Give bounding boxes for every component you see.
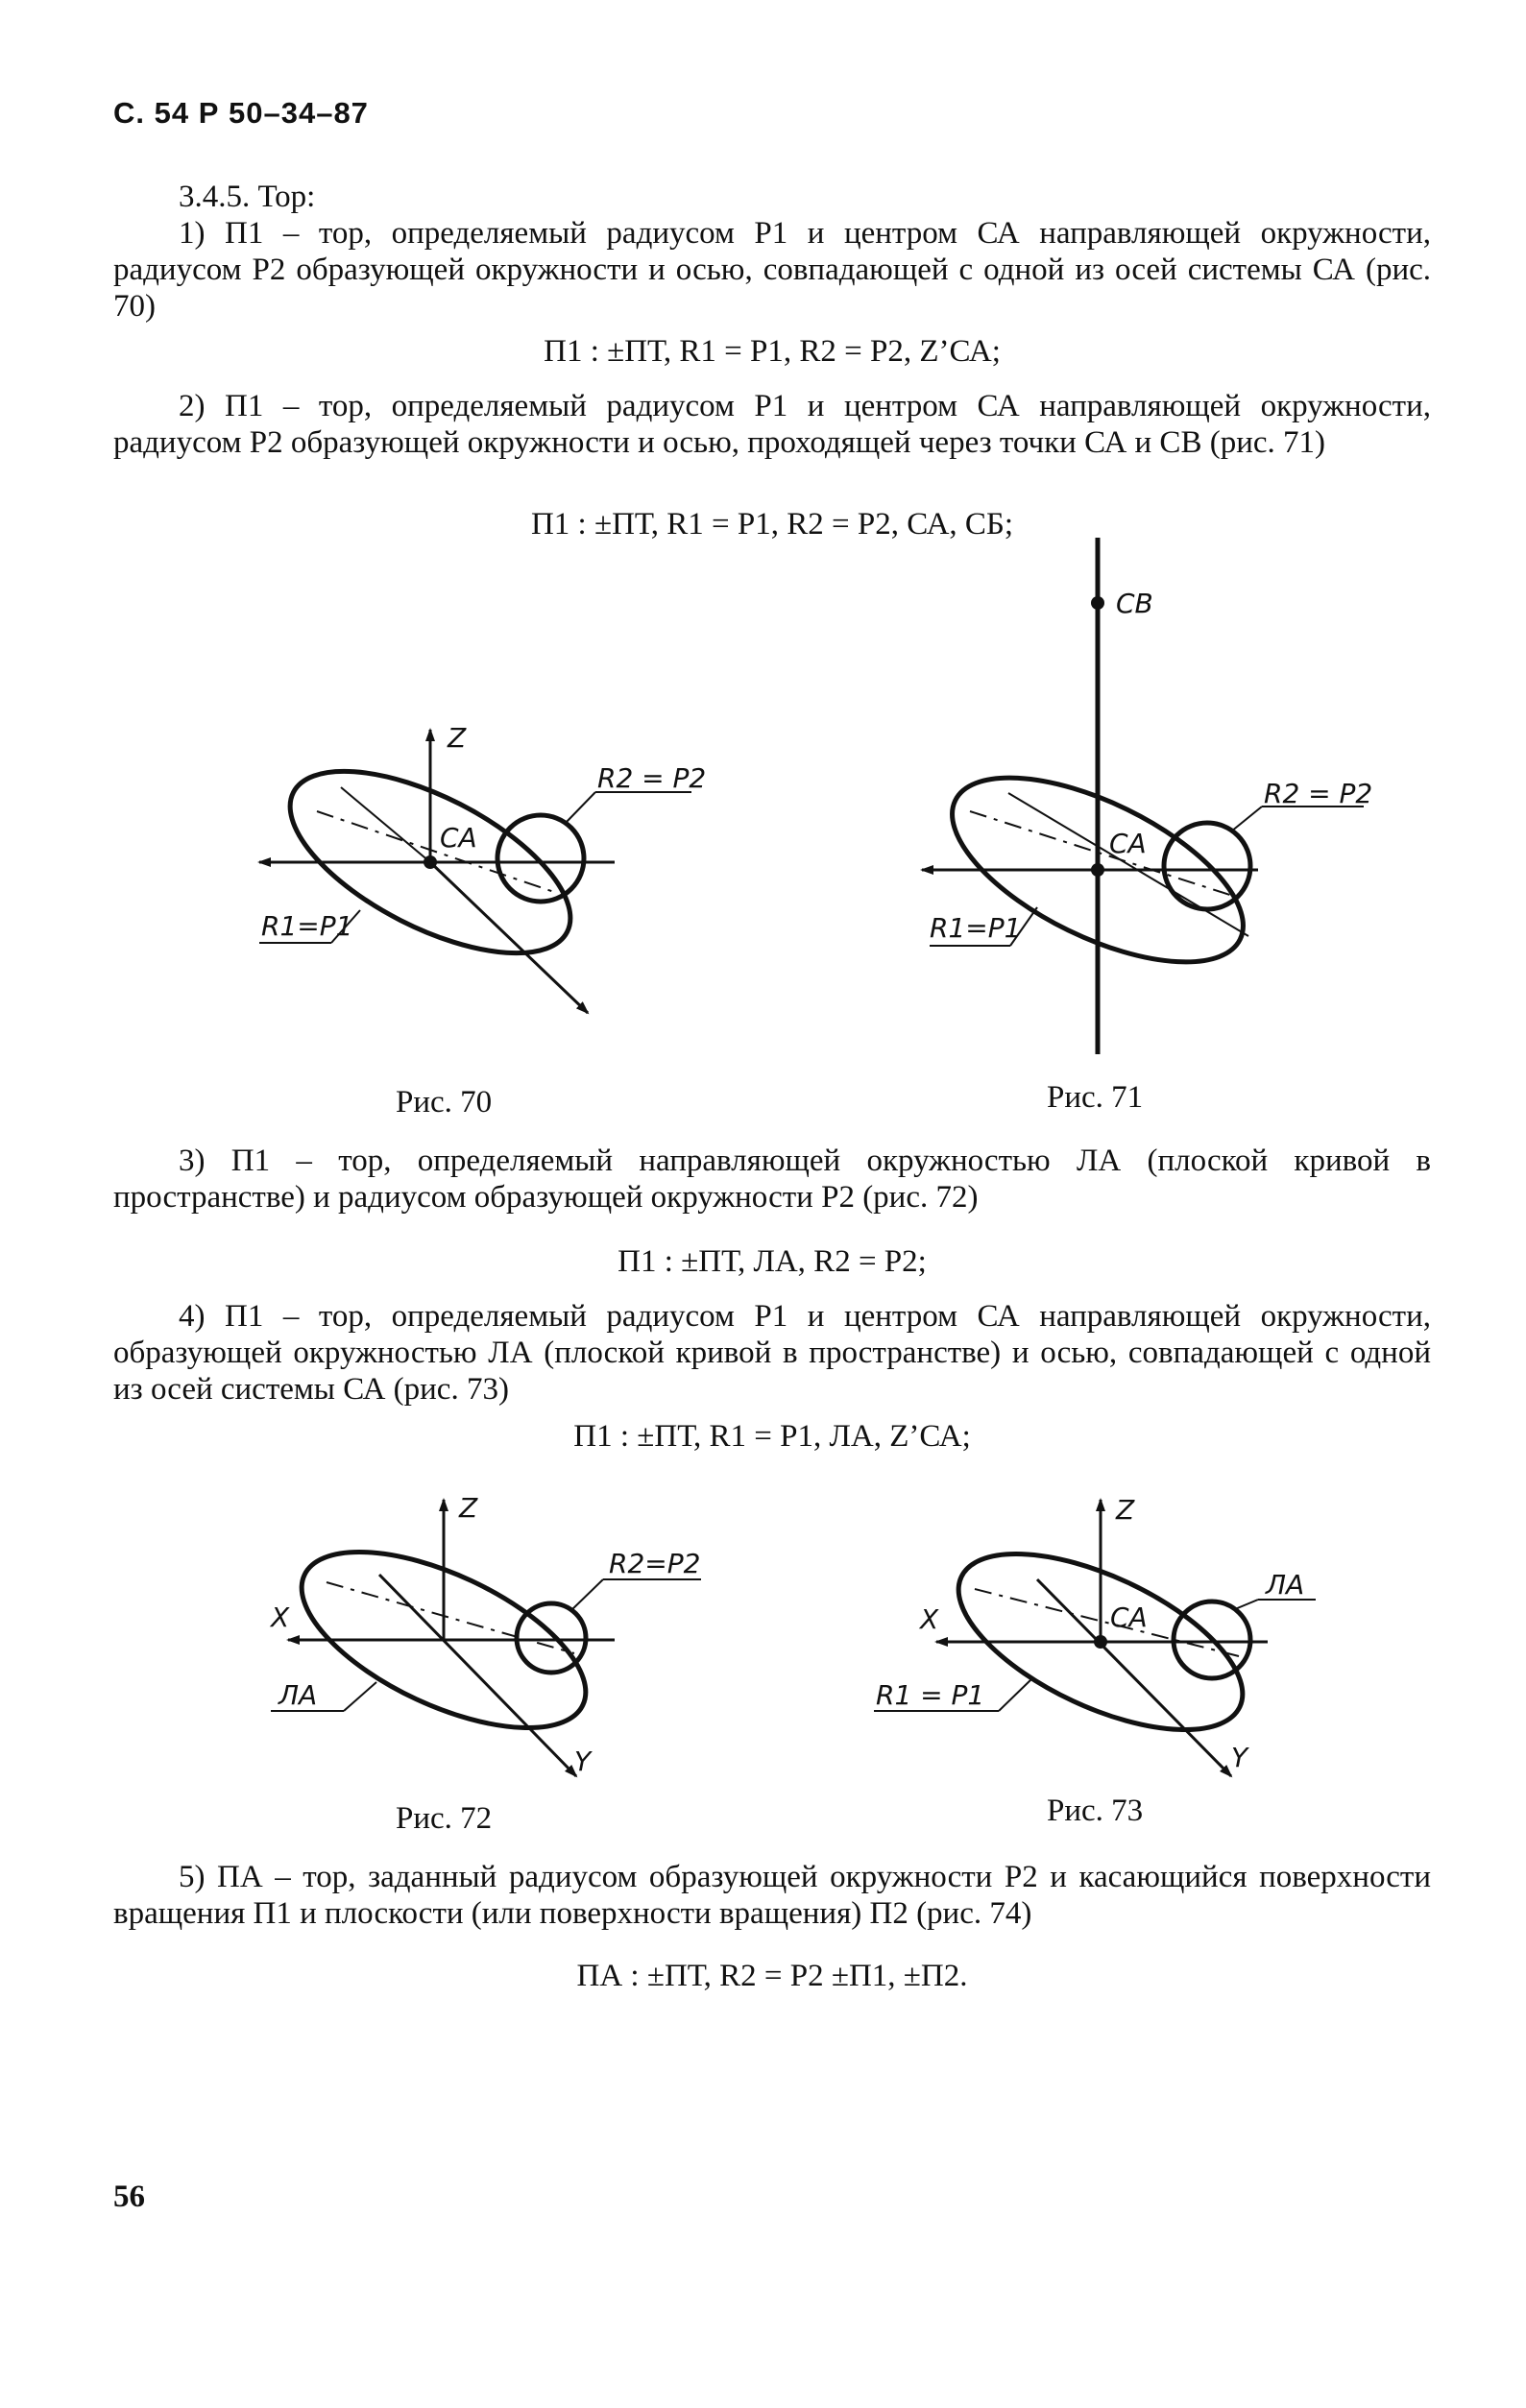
fig71-r2-label: R2 = Р2 (1264, 778, 1373, 809)
item-5-text: 5) ПА – тор, заданный радиусом образующей окружности Р2 и касающийся поверхности вращения П1 и плоскости (или поверхности вращения) П2 (рис. 74) (113, 1860, 1431, 1931)
fig70-generator-circle (497, 815, 584, 902)
fig72-r2-label: R2=Р2 (609, 1548, 701, 1579)
item-3-formula: П1 : ±ПТ, ЛА, R2 = Р2; (618, 1244, 927, 1279)
fig72-z-label: Z (459, 1492, 478, 1524)
fig70-centerline (317, 811, 557, 893)
fig72-la-leader (344, 1682, 376, 1711)
item-3-text: 3) П1 – тор, определяемый направляющей окружностью ЛА (плоской кривой в пространстве) и радиусом образующей окружности Р2 (рис. 72) (113, 1144, 1431, 1215)
fig73-y-label: Y (1231, 1742, 1248, 1773)
page-header: С. 54 Р 50–34–87 (113, 96, 369, 130)
section-title: 3.4.5. Тор: (179, 180, 316, 214)
item-2-text: 2) П1 – тор, определяемый радиусом Р1 и центром СА направляющей окружности, радиусом Р2 образующей окружности и осью, проходящей через точки СА и СВ (рис. 71) (113, 389, 1431, 460)
page-number: 56 (113, 2179, 145, 2214)
figure-70 (259, 722, 706, 1013)
fig73-r1-label: R1 = Р1 (876, 1679, 985, 1711)
item-1-formula: П1 : ±ПТ, R1 = Р1, R2 = Р2, Z’СА; (544, 334, 1001, 369)
fig70-z-label: Z (448, 722, 467, 754)
fig70-center-point (424, 855, 437, 869)
fig72-r2-leader (570, 1579, 603, 1611)
figure-73 (874, 1494, 1316, 1776)
item-2-formula: П1 : ±ПТ, R1 = Р1, R2 = Р2, СА, СБ; (530, 507, 1014, 542)
fig72-y-label: Y (574, 1746, 592, 1777)
fig73-la-label: ЛА (1266, 1569, 1305, 1601)
fig72-x-label: X (271, 1601, 290, 1633)
item-5-formula: ПА : ±ПТ, R2 = Р2 ±П1, ±П2. (576, 1959, 968, 1993)
item-4-formula: П1 : ±ПТ, R1 = Р1, ЛА, Z’СА; (573, 1419, 971, 1454)
fig73-centerline (975, 1589, 1239, 1656)
fig71-r1-label: R1=Р1 (930, 912, 1022, 944)
fig71-ca-label: СА (1109, 828, 1147, 859)
fig71-caption: Рис. 71 (1047, 1080, 1144, 1115)
fig72-generator-circle (517, 1603, 586, 1673)
fig73-caption: Рис. 73 (1047, 1794, 1144, 1828)
fig70-ca-label: СА (440, 822, 477, 854)
fig70-caption: Рис. 70 (396, 1085, 493, 1120)
fig73-z-label: Z (1116, 1494, 1135, 1526)
fig71-cb-label: СВ (1116, 588, 1153, 619)
fig73-center-point (1094, 1635, 1107, 1649)
fig73-la-leader (1235, 1600, 1258, 1609)
fig71-center-point (1091, 863, 1104, 877)
fig71-cb-point (1091, 596, 1104, 610)
fig72-la-label: ЛА (279, 1679, 318, 1711)
fig70-r2-label: R2 = Р2 (597, 762, 707, 794)
fig71-r2-leader (1231, 807, 1262, 831)
fig73-x-label: X (920, 1603, 939, 1635)
item-1-text: 1) П1 – тор, определяемый радиусом Р1 и центром СА направляющей окружности, радиусом Р2 образующей окружности и осью, совпадающей с одной из осей системы СА (рис. 70) (113, 216, 1431, 324)
item-4-text: 4) П1 – тор, определяемый радиусом Р1 и центром СА направляющей окружности, образующей окружностью ЛА (плоской кривой в пространстве) и осью, совпадающей с одной из осей системы СА (рис. 73) (113, 1299, 1431, 1407)
fig73-r1-leader (999, 1678, 1032, 1711)
fig71-diagonal (1008, 793, 1248, 936)
figure-71 (922, 538, 1372, 1054)
fig70-r2-leader (565, 792, 595, 824)
fig72-caption: Рис. 72 (396, 1801, 493, 1836)
figure-72 (269, 1492, 701, 1777)
fig70-r1-label: R1=Р1 (261, 910, 353, 942)
fig73-ca-label: СА (1110, 1601, 1148, 1633)
